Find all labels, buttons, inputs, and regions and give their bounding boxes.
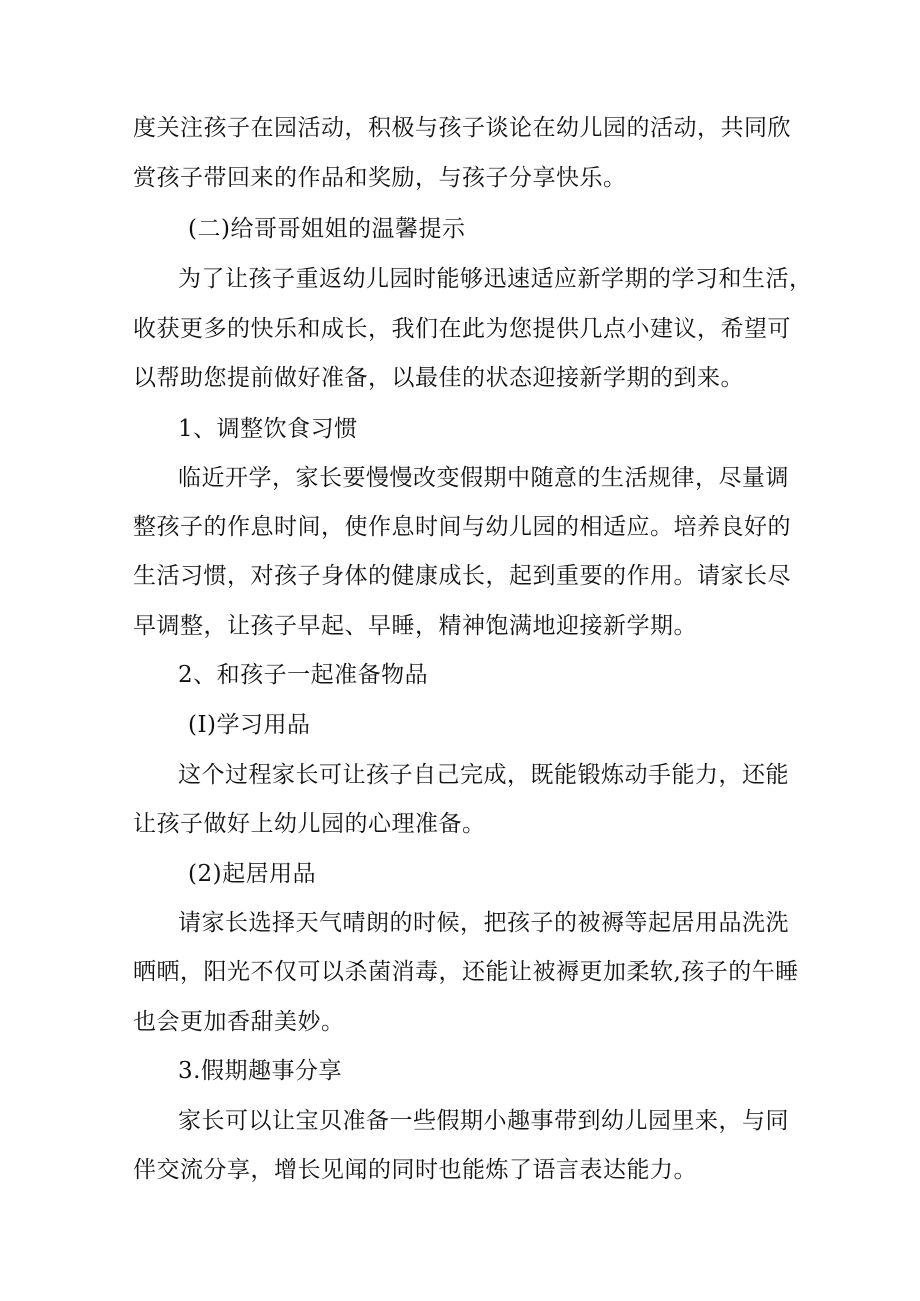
- text-line-10: 生活习惯，对孩子身体的健康成长，起到重要的作用。请家长尽: [133, 563, 791, 589]
- text-line-19: 也会更加香甜美妙。: [133, 1009, 345, 1035]
- text-line-9: 整孩子的作息时间，使作息时间与幼儿园的相适应。培养良好的: [133, 514, 791, 540]
- text-line-15: 让孩子做好上幼儿园的心理准备。: [133, 811, 486, 837]
- text-line-8: 临近开学，家长要慢慢改变假期中随意的生活规律，尽量调: [178, 465, 789, 491]
- subheading-1: 1、调整饮食习惯: [178, 416, 358, 442]
- subheading-2-1: (I)学习用品: [188, 712, 311, 738]
- text-line-11: 早调整，让孩子早起、早睡，精神饱满地迎接新学期。: [133, 613, 697, 639]
- text-line-2: 赏孩子带回来的作品和奖励，与孩子分享快乐。: [133, 165, 627, 191]
- subheading-2-2: (2)起居用品: [188, 861, 317, 887]
- text-line-14: 这个过程家长可让孩子自己完成，既能锻炼动手能力，还能: [178, 762, 789, 788]
- text-line-1: 度关注孩子在园活动，积极与孩子谈论在幼儿园的活动，共同欣: [133, 115, 791, 141]
- text-line-17: 请家长选择天气晴朗的时候，把孩子的被褥等起居用品洗洗: [178, 910, 789, 936]
- subheading-2: 2、和孩子一起准备物品: [178, 662, 429, 688]
- section-heading: (二)给哥哥姐姐的温馨提示: [188, 216, 466, 242]
- text-line-18: 晒晒，阳光不仅可以杀菌消毒，还能让被褥更加柔软,孩子的午睡: [133, 959, 799, 985]
- text-line-4: 为了让孩子重返幼儿园时能够迅速适应新学期的学习和生活，: [178, 266, 813, 292]
- text-line-21: 家长可以让宝贝准备一些假期小趣事带到幼儿园里来，与同: [178, 1108, 789, 1134]
- text-line-5: 收获更多的快乐和成长，我们在此为您提供几点小建议，希望可: [133, 316, 791, 342]
- subheading-3: 3.假期趣事分享: [178, 1058, 342, 1084]
- text-line-6: 以帮助您提前做好准备，以最佳的状态迎接新学期的到来。: [133, 365, 744, 391]
- text-line-22: 伴交流分享，增长见闻的同时也能炼了语言表达能力。: [133, 1157, 697, 1183]
